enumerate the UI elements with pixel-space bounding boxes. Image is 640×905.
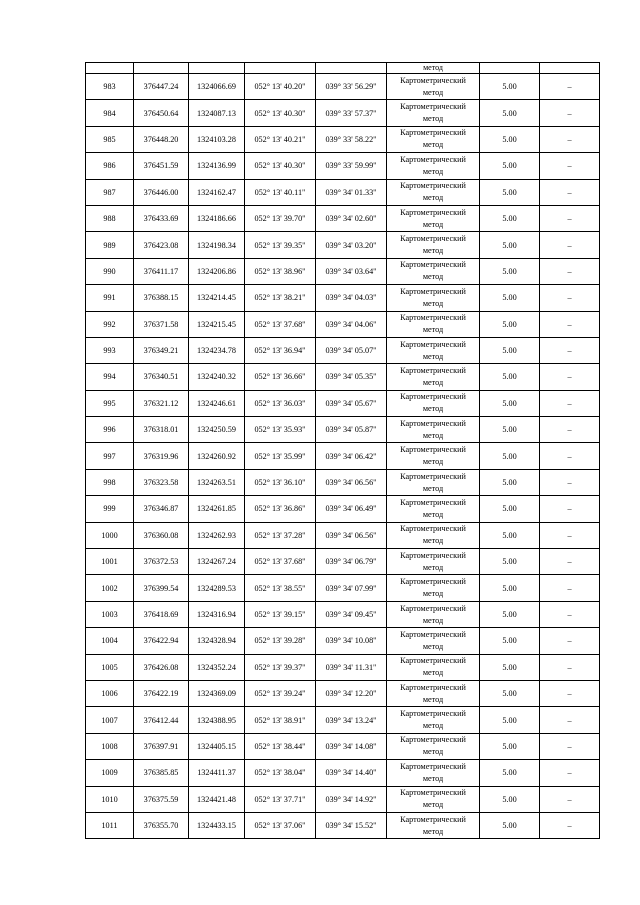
y-coordinate-cell: 1324103.28 — [189, 126, 245, 152]
method-cell: Картометрический метод — [387, 496, 480, 522]
y-coordinate-cell: 1324411.37 — [189, 760, 245, 786]
note-cell: – — [540, 337, 600, 363]
point-number-cell: 985 — [86, 126, 134, 152]
note-cell: – — [540, 205, 600, 231]
longitude-cell: 039° 34' 11.31" — [316, 654, 387, 680]
accuracy-cell: 5.00 — [480, 575, 540, 601]
table-row — [86, 205, 600, 231]
note-cell: – — [540, 549, 600, 575]
x-coordinate-cell: 376423.08 — [134, 232, 189, 258]
latitude-cell: 052° 13' 36.10" — [245, 469, 316, 495]
x-coordinate-cell: 376385.85 — [134, 760, 189, 786]
table-row — [86, 232, 600, 258]
note-cell: – — [540, 153, 600, 179]
longitude-cell: 039° 34' 05.67" — [316, 390, 387, 416]
table-row — [86, 812, 600, 838]
x-coordinate-cell: 376360.08 — [134, 522, 189, 548]
x-coordinate-cell: 376371.58 — [134, 311, 189, 337]
method-cell: Картометрический метод — [387, 443, 480, 469]
y-coordinate-cell: 1324352.24 — [189, 654, 245, 680]
method-cell: Картометрический метод — [387, 575, 480, 601]
x-coordinate-cell: 376372.53 — [134, 549, 189, 575]
accuracy-cell: 5.00 — [480, 496, 540, 522]
method-cell: Картометрический метод — [387, 311, 480, 337]
point-number-cell: 999 — [86, 496, 134, 522]
point-number-cell: 992 — [86, 311, 134, 337]
y-coordinate-cell: 1324263.51 — [189, 469, 245, 495]
note-cell: – — [540, 496, 600, 522]
table-row — [86, 786, 600, 812]
accuracy-cell: 5.00 — [480, 601, 540, 627]
x-coordinate-cell: 376321.12 — [134, 390, 189, 416]
point-number-cell: 1001 — [86, 549, 134, 575]
table-row — [86, 153, 600, 179]
table-row — [86, 311, 600, 337]
method-cell: Картометрический метод — [387, 100, 480, 126]
method-cell: Картометрический метод — [387, 74, 480, 100]
method-cell: Картометрический метод — [387, 364, 480, 390]
accuracy-cell: 5.00 — [480, 364, 540, 390]
longitude-cell: 039° 34' 06.56" — [316, 469, 387, 495]
point-number-cell: 990 — [86, 258, 134, 284]
note-cell: – — [540, 74, 600, 100]
point-number-cell: 1009 — [86, 760, 134, 786]
longitude-cell: 039° 34' 10.08" — [316, 628, 387, 654]
latitude-cell: 052° 13' 39.15" — [245, 601, 316, 627]
x-coordinate-cell: 376349.21 — [134, 337, 189, 363]
x-coordinate-cell: 376412.44 — [134, 707, 189, 733]
y-coordinate-cell: 1324206.86 — [189, 258, 245, 284]
note-cell: – — [540, 390, 600, 416]
y-coordinate-cell: 1324162.47 — [189, 179, 245, 205]
x-coordinate-cell: 376426.08 — [134, 654, 189, 680]
x-coordinate-cell: 376418.69 — [134, 601, 189, 627]
point-number-cell: 1005 — [86, 654, 134, 680]
accuracy-cell: 5.00 — [480, 549, 540, 575]
longitude-cell: 039° 34' 05.07" — [316, 337, 387, 363]
table-row — [86, 364, 600, 390]
latitude-cell: 052° 13' 38.96" — [245, 258, 316, 284]
coordinates-table — [85, 62, 600, 839]
method-cell: Картометрический метод — [387, 232, 480, 258]
latitude-cell: 052° 13' 37.06" — [245, 812, 316, 838]
note-cell: – — [540, 575, 600, 601]
y-coordinate-cell: 1324215.45 — [189, 311, 245, 337]
accuracy-cell: 5.00 — [480, 707, 540, 733]
point-number-cell: 997 — [86, 443, 134, 469]
longitude-cell: 039° 34' 14.92" — [316, 786, 387, 812]
note-cell: – — [540, 733, 600, 759]
latitude-cell: 052° 13' 38.21" — [245, 285, 316, 311]
point-number-cell: 1011 — [86, 812, 134, 838]
accuracy-cell: 5.00 — [480, 74, 540, 100]
latitude-cell: 052° 13' 40.30" — [245, 153, 316, 179]
note-cell: – — [540, 285, 600, 311]
y-coordinate-cell: 1324316.94 — [189, 601, 245, 627]
latitude-cell: 052° 13' 39.70" — [245, 205, 316, 231]
accuracy-cell: 5.00 — [480, 417, 540, 443]
accuracy-cell: 5.00 — [480, 100, 540, 126]
table-row — [86, 285, 600, 311]
table-row — [86, 126, 600, 152]
latitude-cell: 052° 13' 39.37" — [245, 654, 316, 680]
point-number-cell: 991 — [86, 285, 134, 311]
latitude-cell: 052° 13' 37.68" — [245, 549, 316, 575]
longitude-cell: 039° 34' 01.33" — [316, 179, 387, 205]
y-coordinate-cell: 1324421.48 — [189, 786, 245, 812]
longitude-cell: 039° 34' 14.08" — [316, 733, 387, 759]
note-cell: – — [540, 364, 600, 390]
latitude-cell: 052° 13' 37.71" — [245, 786, 316, 812]
point-number-cell: 993 — [86, 337, 134, 363]
table-row — [86, 496, 600, 522]
note-cell: – — [540, 707, 600, 733]
latitude-cell: 052° 13' 39.35" — [245, 232, 316, 258]
method-cell: Картометрический метод — [387, 549, 480, 575]
x-coordinate-cell: 376319.96 — [134, 443, 189, 469]
longitude-cell: 039° 34' 02.60" — [316, 205, 387, 231]
x-coordinate-cell: 376422.19 — [134, 680, 189, 706]
y-coordinate-cell: 1324240.32 — [189, 364, 245, 390]
method-cell: Картометрический метод — [387, 760, 480, 786]
accuracy-cell: 5.00 — [480, 232, 540, 258]
x-coordinate-cell: 376422.94 — [134, 628, 189, 654]
note-cell: – — [540, 680, 600, 706]
x-coordinate-cell: 376397.91 — [134, 733, 189, 759]
method-cell: Картометрический метод — [387, 417, 480, 443]
method-cell: Картометрический метод — [387, 153, 480, 179]
method-cell: Картометрический метод — [387, 654, 480, 680]
accuracy-cell: 5.00 — [480, 628, 540, 654]
table-row — [86, 258, 600, 284]
y-coordinate-cell: 1324198.34 — [189, 232, 245, 258]
x-coordinate-cell: 376450.64 — [134, 100, 189, 126]
point-number-cell: 983 — [86, 74, 134, 100]
point-number-cell: 988 — [86, 205, 134, 231]
longitude-cell: 039° 34' 15.52" — [316, 812, 387, 838]
latitude-cell: 052° 13' 38.55" — [245, 575, 316, 601]
table-row — [86, 733, 600, 759]
note-cell: – — [540, 443, 600, 469]
y-coordinate-cell: 1324433.15 — [189, 812, 245, 838]
note-cell: – — [540, 126, 600, 152]
table-row — [86, 469, 600, 495]
x-coordinate-cell: 376318.01 — [134, 417, 189, 443]
table-row — [86, 74, 600, 100]
longitude-cell: 039° 34' 13.24" — [316, 707, 387, 733]
y-coordinate-cell: 1324250.59 — [189, 417, 245, 443]
latitude-cell: 052° 13' 39.24" — [245, 680, 316, 706]
latitude-cell: 052° 13' 36.03" — [245, 390, 316, 416]
point-number-cell: 1006 — [86, 680, 134, 706]
table-row — [86, 443, 600, 469]
method-cell: Картометрический метод — [387, 126, 480, 152]
latitude-cell: 052° 13' 37.68" — [245, 311, 316, 337]
longitude-cell: 039° 33' 58.22" — [316, 126, 387, 152]
point-number-cell: 1003 — [86, 601, 134, 627]
longitude-cell: 039° 34' 04.03" — [316, 285, 387, 311]
latitude-cell: 052° 13' 36.94" — [245, 337, 316, 363]
y-coordinate-cell: 1324136.99 — [189, 153, 245, 179]
method-cell: Картометрический метод — [387, 337, 480, 363]
table-row — [86, 522, 600, 548]
note-cell: – — [540, 628, 600, 654]
x-coordinate-cell: 376388.15 — [134, 285, 189, 311]
accuracy-cell: 5.00 — [480, 337, 540, 363]
latitude-cell: 052° 13' 38.04" — [245, 760, 316, 786]
x-coordinate-cell: 376355.70 — [134, 812, 189, 838]
latitude-cell: 052° 13' 40.11" — [245, 179, 316, 205]
accuracy-cell: 5.00 — [480, 126, 540, 152]
point-number-cell: 1008 — [86, 733, 134, 759]
note-cell: – — [540, 179, 600, 205]
note-cell: – — [540, 654, 600, 680]
continuation-row — [86, 63, 600, 74]
point-number-cell: 996 — [86, 417, 134, 443]
longitude-cell: 039° 34' 09.45" — [316, 601, 387, 627]
table-row — [86, 760, 600, 786]
longitude-cell: 039° 33' 59.99" — [316, 153, 387, 179]
note-cell: – — [540, 469, 600, 495]
latitude-cell: 052° 13' 40.20" — [245, 74, 316, 100]
y-coordinate-cell: 1324260.92 — [189, 443, 245, 469]
method-cell: Картометрический метод — [387, 469, 480, 495]
method-cell: Картометрический метод — [387, 707, 480, 733]
y-coordinate-cell: 1324267.24 — [189, 549, 245, 575]
point-number-cell: 984 — [86, 100, 134, 126]
accuracy-cell: 5.00 — [480, 469, 540, 495]
x-coordinate-cell: 376446.00 — [134, 179, 189, 205]
method-cell: Картометрический метод — [387, 522, 480, 548]
point-number-cell: 1000 — [86, 522, 134, 548]
x-coordinate-cell: 376346.87 — [134, 496, 189, 522]
latitude-cell: 052° 13' 40.30" — [245, 100, 316, 126]
y-coordinate-cell: 1324066.69 — [189, 74, 245, 100]
table-row — [86, 100, 600, 126]
point-number-cell: 1007 — [86, 707, 134, 733]
y-coordinate-cell: 1324234.78 — [189, 337, 245, 363]
x-coordinate-cell: 376399.54 — [134, 575, 189, 601]
longitude-cell: 039° 34' 03.64" — [316, 258, 387, 284]
latitude-cell: 052° 13' 39.28" — [245, 628, 316, 654]
accuracy-cell: 5.00 — [480, 205, 540, 231]
x-coordinate-cell: 376323.58 — [134, 469, 189, 495]
y-coordinate-cell: 1324087.13 — [189, 100, 245, 126]
method-cell: Картометрический метод — [387, 205, 480, 231]
x-coordinate-cell: 376411.17 — [134, 258, 189, 284]
longitude-cell: 039° 34' 06.79" — [316, 549, 387, 575]
note-cell: – — [540, 232, 600, 258]
note-cell: – — [540, 812, 600, 838]
longitude-cell: 039° 33' 57.37" — [316, 100, 387, 126]
longitude-cell: 039° 34' 05.35" — [316, 364, 387, 390]
table-row — [86, 179, 600, 205]
accuracy-cell: 5.00 — [480, 443, 540, 469]
note-cell: – — [540, 417, 600, 443]
point-number-cell: 987 — [86, 179, 134, 205]
x-coordinate-cell: 376447.24 — [134, 74, 189, 100]
accuracy-cell: 5.00 — [480, 179, 540, 205]
x-coordinate-cell: 376451.59 — [134, 153, 189, 179]
note-cell: – — [540, 786, 600, 812]
note-cell: – — [540, 100, 600, 126]
y-coordinate-cell: 1324246.61 — [189, 390, 245, 416]
accuracy-cell: 5.00 — [480, 390, 540, 416]
accuracy-cell: 5.00 — [480, 153, 540, 179]
method-cell: Картометрический метод — [387, 733, 480, 759]
accuracy-cell: 5.00 — [480, 311, 540, 337]
point-number-cell: 1004 — [86, 628, 134, 654]
table-row — [86, 337, 600, 363]
note-cell: – — [540, 760, 600, 786]
accuracy-cell: 5.00 — [480, 285, 540, 311]
y-coordinate-cell: 1324261.85 — [189, 496, 245, 522]
y-coordinate-cell: 1324369.09 — [189, 680, 245, 706]
y-coordinate-cell: 1324388.95 — [189, 707, 245, 733]
y-coordinate-cell: 1324328.94 — [189, 628, 245, 654]
table-row — [86, 417, 600, 443]
latitude-cell: 052° 13' 38.91" — [245, 707, 316, 733]
longitude-cell: 039° 34' 04.06" — [316, 311, 387, 337]
x-coordinate-cell: 376448.20 — [134, 126, 189, 152]
longitude-cell: 039° 34' 12.20" — [316, 680, 387, 706]
longitude-cell: 039° 34' 03.20" — [316, 232, 387, 258]
point-number-cell: 1002 — [86, 575, 134, 601]
table-row — [86, 628, 600, 654]
table-row — [86, 390, 600, 416]
y-coordinate-cell: 1324405.15 — [189, 733, 245, 759]
table-row — [86, 575, 600, 601]
longitude-cell: 039° 34' 05.87" — [316, 417, 387, 443]
table-row — [86, 707, 600, 733]
accuracy-cell: 5.00 — [480, 812, 540, 838]
method-cell: Картометрический метод — [387, 390, 480, 416]
x-coordinate-cell: 376433.69 — [134, 205, 189, 231]
longitude-cell: 039° 34' 06.42" — [316, 443, 387, 469]
latitude-cell: 052° 13' 40.21" — [245, 126, 316, 152]
point-number-cell: 986 — [86, 153, 134, 179]
latitude-cell: 052° 13' 35.99" — [245, 443, 316, 469]
longitude-cell: 039° 34' 14.40" — [316, 760, 387, 786]
accuracy-cell: 5.00 — [480, 760, 540, 786]
note-cell: – — [540, 311, 600, 337]
y-coordinate-cell: 1324186.66 — [189, 205, 245, 231]
y-coordinate-cell: 1324214.45 — [189, 285, 245, 311]
longitude-cell: 039° 33' 56.29" — [316, 74, 387, 100]
table-row — [86, 549, 600, 575]
table-row — [86, 680, 600, 706]
accuracy-cell: 5.00 — [480, 258, 540, 284]
method-cell: метод — [387, 63, 480, 74]
latitude-cell: 052° 13' 35.93" — [245, 417, 316, 443]
method-cell: Картометрический метод — [387, 258, 480, 284]
point-number-cell: 995 — [86, 390, 134, 416]
point-number-cell: 994 — [86, 364, 134, 390]
accuracy-cell: 5.00 — [480, 522, 540, 548]
method-cell: Картометрический метод — [387, 812, 480, 838]
latitude-cell: 052° 13' 36.66" — [245, 364, 316, 390]
point-number-cell: 1010 — [86, 786, 134, 812]
longitude-cell: 039° 34' 06.56" — [316, 522, 387, 548]
y-coordinate-cell: 1324289.53 — [189, 575, 245, 601]
method-cell: Картометрический метод — [387, 601, 480, 627]
accuracy-cell: 5.00 — [480, 654, 540, 680]
longitude-cell: 039° 34' 06.49" — [316, 496, 387, 522]
table-row — [86, 601, 600, 627]
method-cell: Картометрический метод — [387, 680, 480, 706]
latitude-cell: 052° 13' 38.44" — [245, 733, 316, 759]
y-coordinate-cell: 1324262.93 — [189, 522, 245, 548]
longitude-cell: 039° 34' 07.99" — [316, 575, 387, 601]
accuracy-cell: 5.00 — [480, 733, 540, 759]
x-coordinate-cell: 376375.59 — [134, 786, 189, 812]
method-cell: Картометрический метод — [387, 628, 480, 654]
x-coordinate-cell: 376340.51 — [134, 364, 189, 390]
note-cell: – — [540, 522, 600, 548]
method-cell: Картометрический метод — [387, 786, 480, 812]
latitude-cell: 052° 13' 36.86" — [245, 496, 316, 522]
accuracy-cell: 5.00 — [480, 680, 540, 706]
point-number-cell: 989 — [86, 232, 134, 258]
point-number-cell: 998 — [86, 469, 134, 495]
method-cell: Картометрический метод — [387, 285, 480, 311]
table-row — [86, 654, 600, 680]
note-cell: – — [540, 601, 600, 627]
latitude-cell: 052° 13' 37.28" — [245, 522, 316, 548]
accuracy-cell: 5.00 — [480, 786, 540, 812]
method-cell: Картометрический метод — [387, 179, 480, 205]
note-cell: – — [540, 258, 600, 284]
